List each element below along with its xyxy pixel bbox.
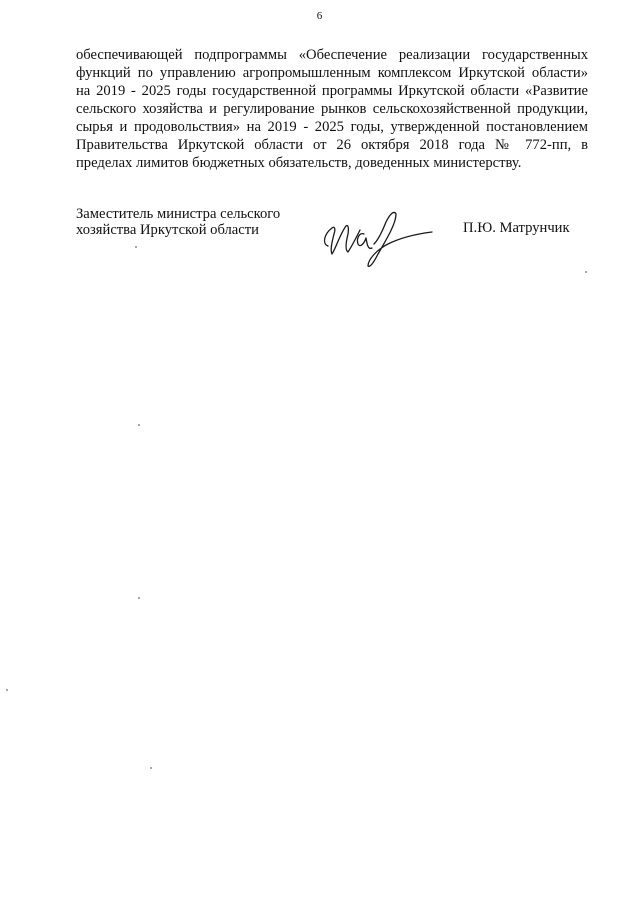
scan-speck — [150, 767, 152, 769]
paragraph-line: Правительства Иркутской области от 26 октября 2018 года № 772-пп, в — [76, 137, 588, 153]
paragraph-line: функций по управлению агропромышленным комплексом Иркутской области» — [76, 65, 588, 81]
handwritten-signature — [312, 200, 436, 276]
paragraph-line: пределах лимитов бюджетных обязательств, доведенных министерству. — [76, 155, 522, 171]
paragraph-line: сельского хозяйства и регулирование рынков сельскохозяйственной продукции, — [76, 101, 588, 117]
signer-name: П.Ю. Матрунчик — [463, 220, 570, 236]
scan-speck — [6, 689, 8, 691]
scan-speck — [135, 246, 137, 248]
scan-speck — [138, 597, 140, 599]
scan-speck — [138, 424, 140, 426]
signer-position-line-1: Заместитель министра сельского — [76, 206, 281, 222]
signer-position-line-2: хозяйства Иркутской области — [76, 222, 259, 238]
scan-speck — [585, 271, 587, 273]
page-number: 6 — [316, 10, 323, 22]
paragraph-line: на 2019 - 2025 годы государственной программы Иркутской области «Развитие — [76, 83, 588, 99]
paragraph-line: обеспечивающей подпрограммы «Обеспечение реализации государственных — [76, 47, 588, 63]
paragraph-line: сырья и продовольствия» на 2019 - 2025 годы, утвержденной постановлением — [76, 119, 588, 135]
